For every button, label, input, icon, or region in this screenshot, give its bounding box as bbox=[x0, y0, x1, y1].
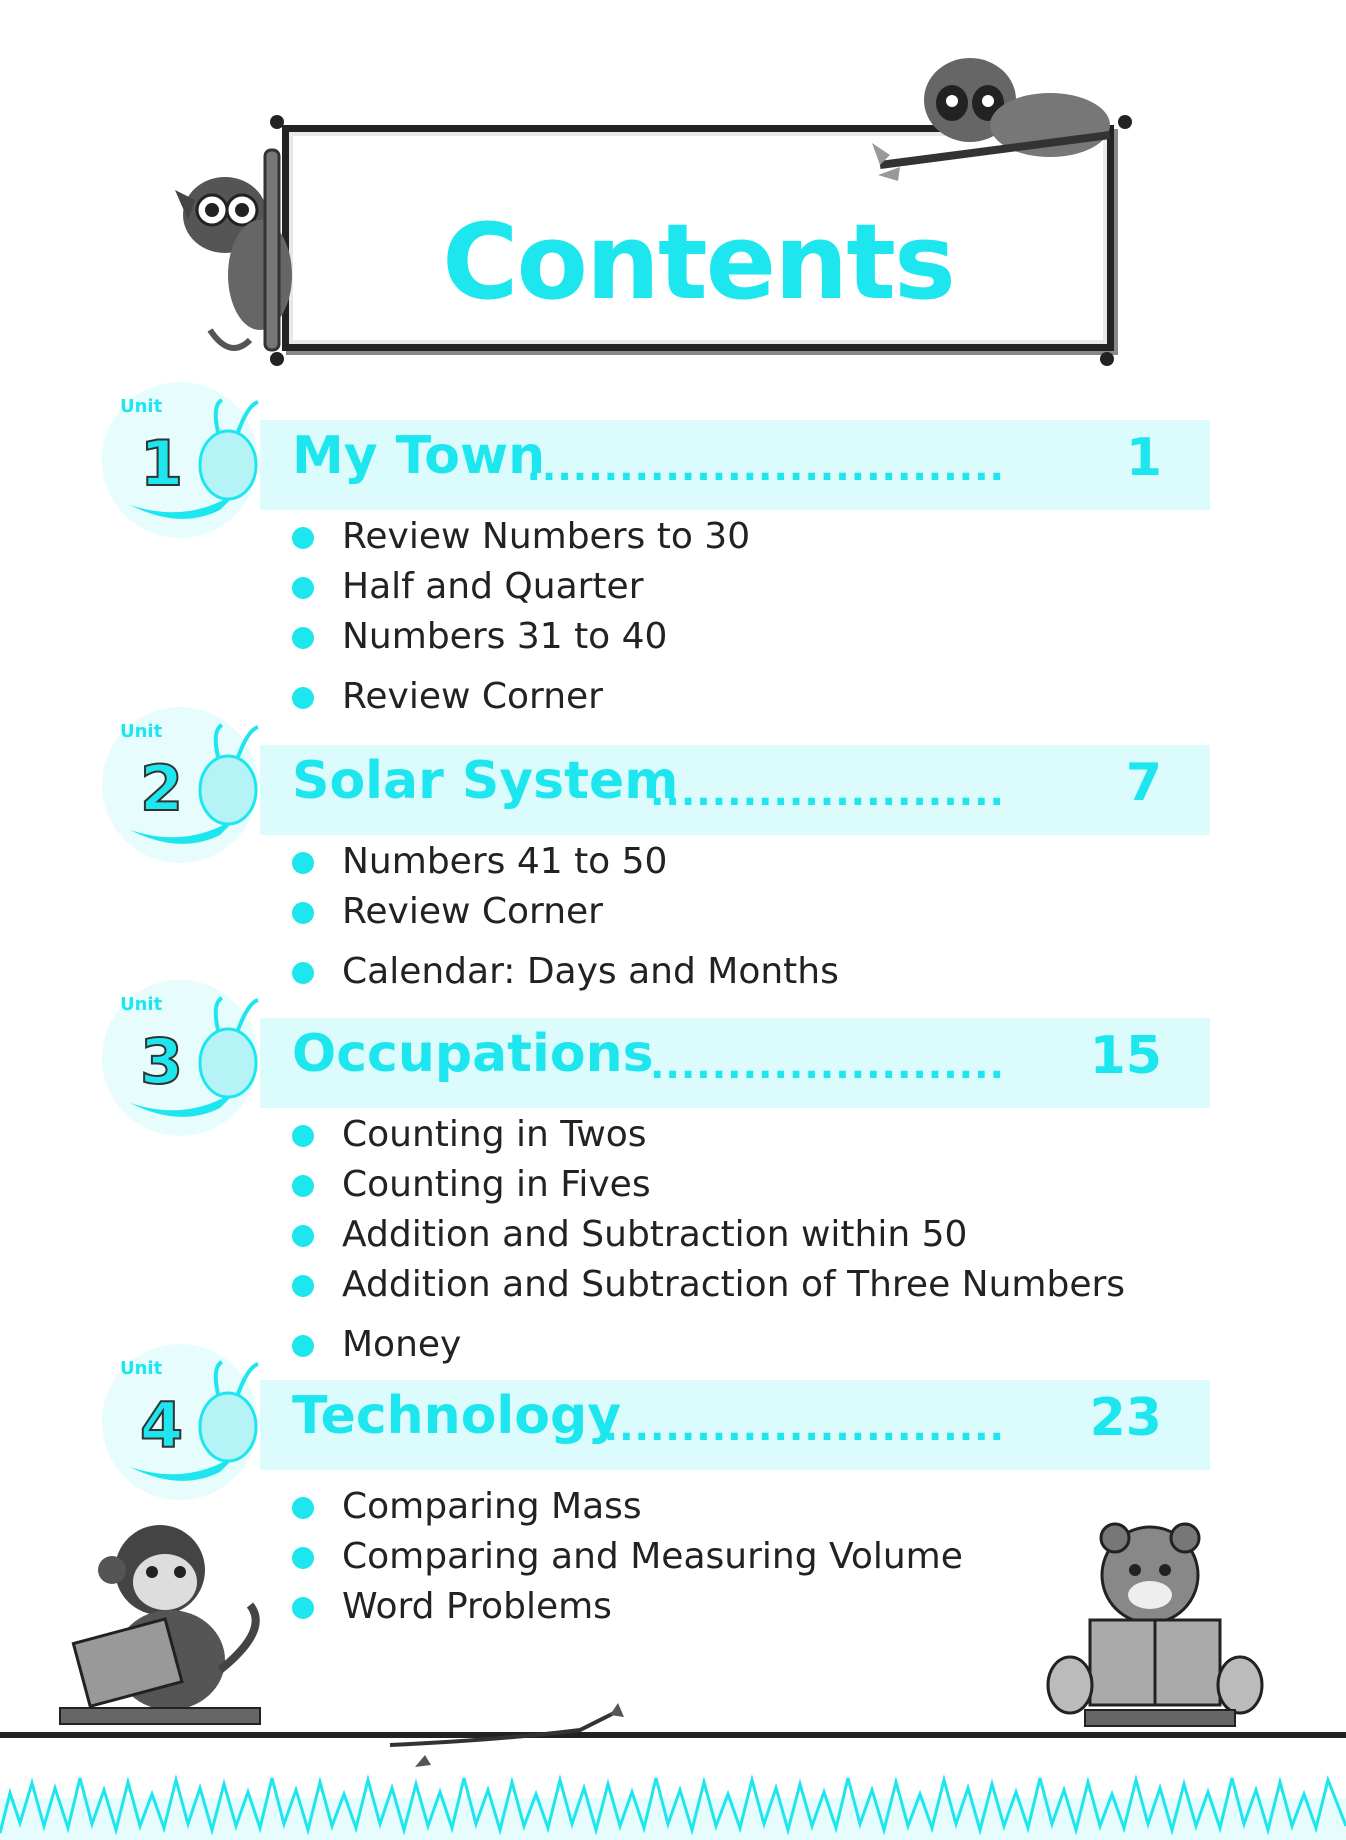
leader-dots: .......................... bbox=[603, 1408, 1005, 1446]
bullet-icon bbox=[292, 1175, 314, 1197]
unit-label: Unit bbox=[120, 1358, 163, 1379]
list-item[interactable]: Review Numbers to 30 bbox=[290, 512, 750, 562]
bullet-icon bbox=[292, 1597, 314, 1619]
unit-title[interactable]: Technology bbox=[292, 1386, 622, 1446]
unit-label: Unit bbox=[120, 721, 163, 742]
monkey-reading-icon bbox=[40, 1520, 270, 1735]
snail-badge-icon bbox=[100, 978, 260, 1138]
list-item[interactable]: Numbers 41 to 50 bbox=[290, 837, 839, 887]
list-item[interactable]: Addition and Subtraction of Three Numbers bbox=[290, 1260, 1125, 1310]
leader-dots: ....................... bbox=[649, 1046, 1005, 1084]
list-item[interactable]: Half and Quarter bbox=[290, 562, 750, 612]
bullet-icon bbox=[292, 527, 314, 549]
bullet-icon bbox=[292, 1125, 314, 1147]
bullet-icon bbox=[292, 577, 314, 599]
unit-3 bbox=[100, 978, 1210, 1365]
unit-title[interactable]: Solar System bbox=[292, 751, 679, 811]
slow-loris-icon bbox=[860, 55, 1120, 195]
bullet-icon bbox=[292, 1225, 314, 1247]
unit-label: Unit bbox=[120, 396, 163, 417]
list-item[interactable]: Comparing and Measuring Volume bbox=[290, 1532, 963, 1582]
topic-list bbox=[290, 512, 750, 722]
unit-number: 2 bbox=[140, 752, 184, 825]
list-item[interactable]: Review Corner bbox=[290, 672, 750, 722]
snail-badge-icon bbox=[100, 1342, 260, 1502]
unit-2 bbox=[100, 705, 1210, 995]
grass-icon bbox=[0, 1738, 1346, 1840]
bullet-icon bbox=[292, 852, 314, 874]
list-item[interactable]: Numbers 31 to 40 bbox=[290, 612, 750, 662]
frame-nail bbox=[270, 115, 284, 129]
frame-nail bbox=[1100, 352, 1114, 366]
list-item[interactable]: Comparing Mass bbox=[290, 1482, 963, 1532]
list-item[interactable]: Money bbox=[290, 1320, 1125, 1370]
unit-page-number: 15 bbox=[1089, 1026, 1162, 1086]
tiger-reading-icon bbox=[1040, 1520, 1300, 1735]
unit-number: 3 bbox=[140, 1025, 184, 1098]
topic-list bbox=[290, 1482, 963, 1632]
bullet-icon bbox=[292, 902, 314, 924]
unit-page-number: 7 bbox=[1125, 753, 1162, 813]
bullet-icon bbox=[292, 1275, 314, 1297]
unit-page-number: 1 bbox=[1125, 428, 1162, 488]
leader-dots: ............................... bbox=[526, 448, 1005, 486]
unit-label: Unit bbox=[120, 994, 163, 1015]
list-item[interactable]: Calendar: Days and Months bbox=[290, 947, 839, 997]
bullet-icon bbox=[292, 1497, 314, 1519]
snail-badge-icon bbox=[100, 380, 260, 540]
tarsier-icon bbox=[170, 130, 320, 360]
unit-title[interactable]: Occupations bbox=[292, 1024, 654, 1084]
unit-number: 1 bbox=[140, 427, 184, 500]
unit-number: 4 bbox=[140, 1389, 184, 1462]
list-item[interactable]: Review Corner bbox=[290, 887, 839, 937]
unit-page-number: 23 bbox=[1089, 1388, 1162, 1448]
unit-1 bbox=[100, 380, 1210, 720]
unit-title[interactable]: My Town bbox=[292, 426, 546, 486]
list-item[interactable]: Word Problems bbox=[290, 1582, 963, 1632]
list-item[interactable]: Counting in Fives bbox=[290, 1160, 1125, 1210]
topic-list bbox=[290, 1110, 1125, 1370]
topic-list bbox=[290, 837, 839, 997]
leader-dots: ....................... bbox=[649, 773, 1005, 811]
list-item[interactable]: Counting in Twos bbox=[290, 1110, 1125, 1160]
bullet-icon bbox=[292, 1547, 314, 1569]
list-item[interactable]: Addition and Subtraction within 50 bbox=[290, 1210, 1125, 1260]
page-title: Contents bbox=[442, 201, 954, 323]
frame-nail bbox=[1118, 115, 1132, 129]
bullet-icon bbox=[292, 627, 314, 649]
snail-badge-icon bbox=[100, 705, 260, 865]
